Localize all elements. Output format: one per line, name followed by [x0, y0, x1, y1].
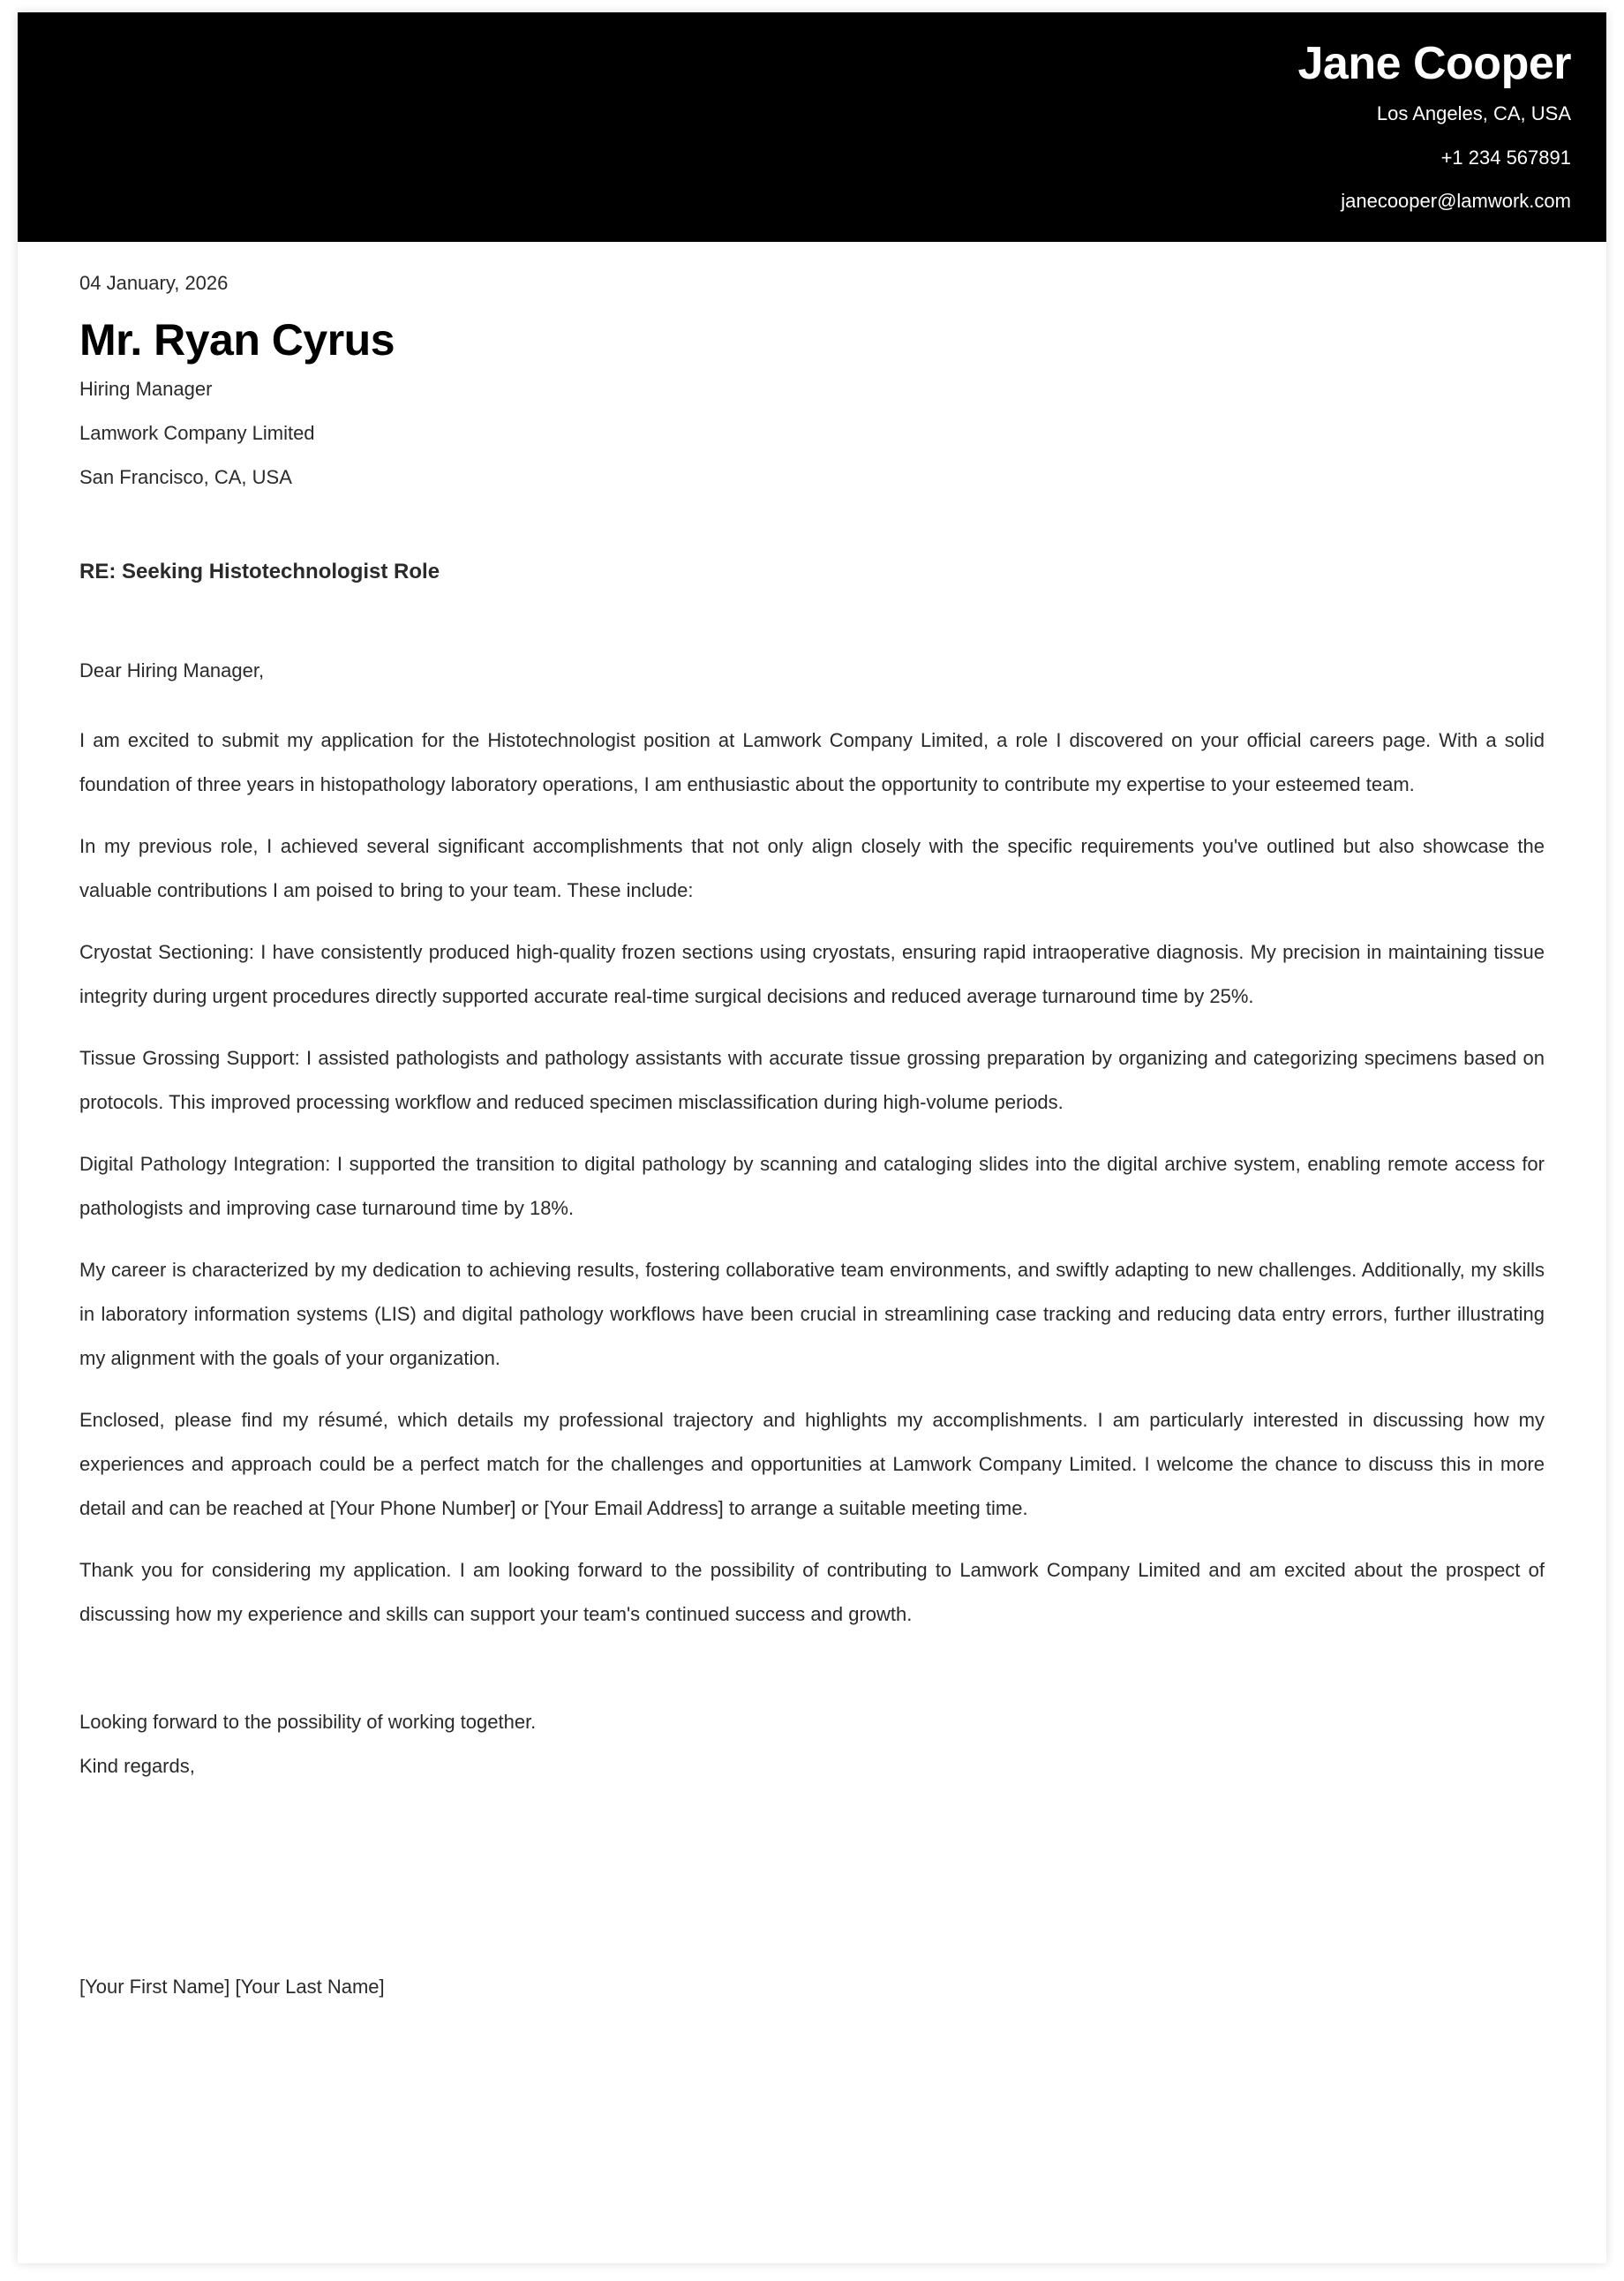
body-paragraph: Tissue Grossing Support: I assisted pathologists and pathology assistants with accurate tissue grossing preparation by organizing and categorizing specimens based on protocols. This improved processing workflow and reduced specimen misclassification during high-volume periods.	[79, 1047, 1545, 1113]
sign-off: Kind regards,	[79, 1755, 195, 1777]
body-paragraph: Thank you for considering my application. I am looking forward to the possibility of contributing to Lamwork Company Limited and am excited about the prospect of discussing how my experience and skills can support your team's continued success and growth.	[79, 1559, 1545, 1625]
body-paragraph: Enclosed, please find my résumé, which details my professional trajectory and highlights my accomplishments. I am particularly interested in discussing how my experiences and approach could be a perfect match for the challenges and opportunities at Lamwork Company Limited. I welcome the chance to discuss this in more detail and can be reached at [Your Phone Number] or [Your Email Address] to arrange a suitable meeting time.	[79, 1409, 1545, 1519]
letter-date: 04 January, 2026	[79, 272, 229, 294]
body-paragraph: Digital Pathology Integration: I supported the transition to digital pathology by scanning and cataloging slides into the digital archive system, enabling remote access for pathologists and improving case turnaround time by 18%.	[79, 1153, 1545, 1219]
sender-phone: +1 234 567891	[1440, 147, 1571, 169]
letter-subject: RE: Seeking Histotechnologist Role	[79, 560, 440, 583]
sender-name: Jane Cooper	[1297, 38, 1571, 89]
recipient-name: Mr. Ryan Cyrus	[79, 315, 395, 365]
recipient-location: San Francisco, CA, USA	[79, 466, 292, 488]
sender-email: janecooper@lamwork.com	[1341, 190, 1571, 212]
signature-name: [Your First Name] [Your Last Name]	[79, 1976, 385, 1998]
sender-location: Los Angeles, CA, USA	[1376, 102, 1571, 124]
body-paragraph: My career is characterized by my dedication to achieving results, fostering collaborative team environments, and swiftly adapting to new challenges. Additionally, my skills in laboratory information systems (LIS) and digital pathology workflows have been crucial in streamlining case tracking and reducing data entry errors, further illustrating my alignment with the goals of your organization.	[79, 1259, 1545, 1369]
body-paragraph: In my previous role, I achieved several significant accomplishments that not only align closely with the specific requirements you've outlined but also showcase the valuable contributions I am poised to bring to your team. These include:	[79, 835, 1545, 901]
cover-letter-page	[18, 12, 1606, 2263]
closing-line: Looking forward to the possibility of working together.	[79, 1711, 537, 1733]
body-paragraph: I am excited to submit my application for the Histotechnologist position at Lamwork Company Limited, a role I discovered on your official careers page. With a solid foundation of three years in histopathology laboratory operations, I am enthusiastic about the opportunity to contribute my expertise to your esteemed team.	[79, 729, 1545, 795]
recipient-company: Lamwork Company Limited	[79, 422, 315, 444]
letter-body	[79, 719, 1545, 1654]
letter-greeting: Dear Hiring Manager,	[79, 659, 265, 681]
recipient-title: Hiring Manager	[79, 378, 213, 400]
body-paragraph: Cryostat Sectioning: I have consistently produced high-quality frozen sections using cryostats, ensuring rapid intraoperative diagnosis. My precision in maintaining tissue integrity during urgent procedures directly supported accurate real-time surgical decisions and reduced average turnaround time by 25%.	[79, 941, 1545, 1007]
letter-header	[18, 12, 1606, 242]
